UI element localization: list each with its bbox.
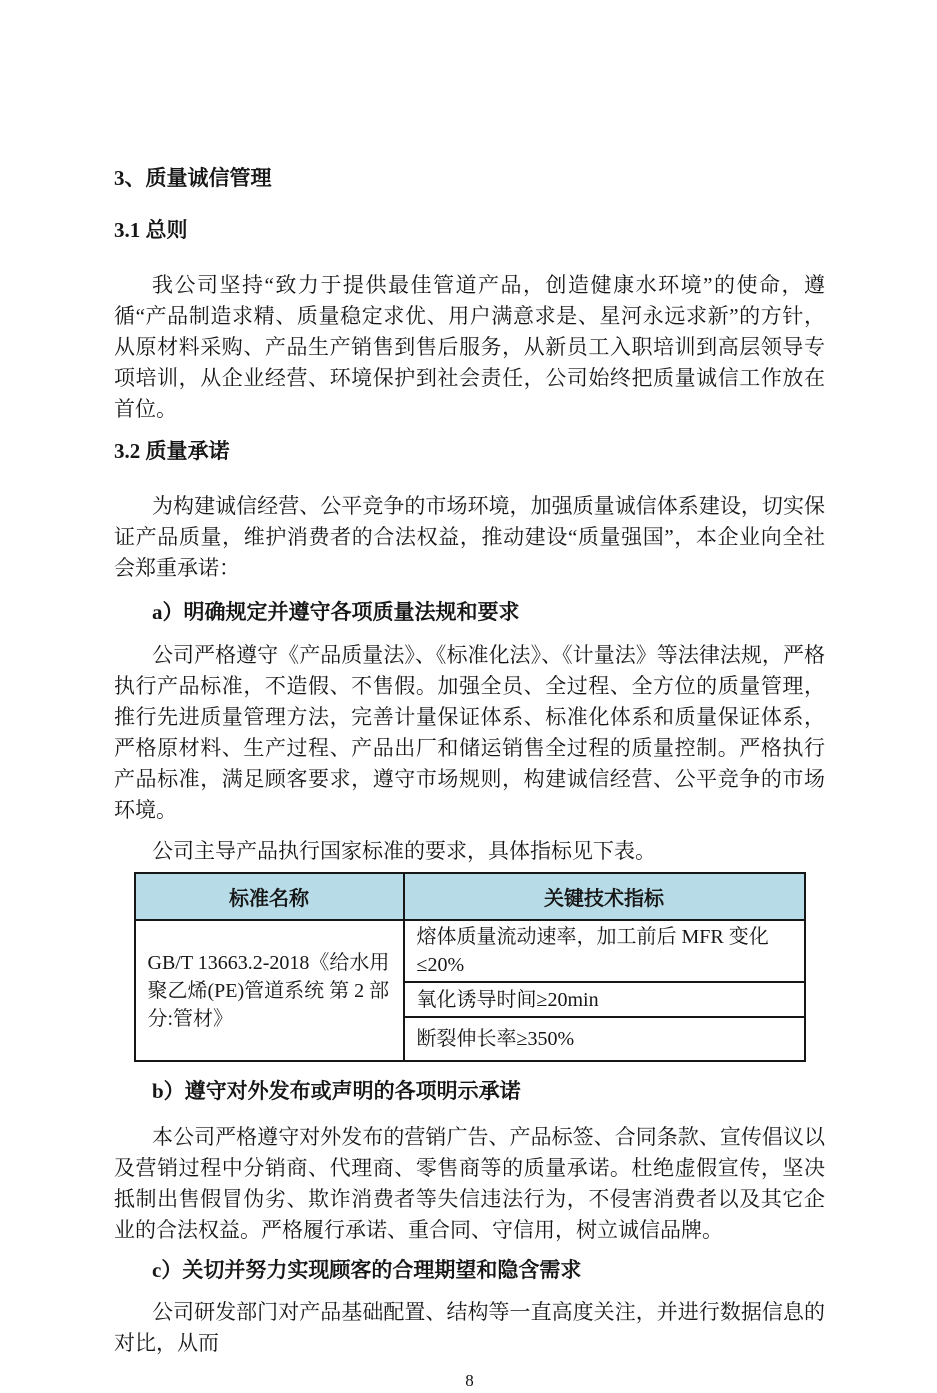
item-c-title: c）关切并努力实现顾客的合理期望和隐含需求	[152, 1258, 582, 1282]
item-c-paragraph: 公司研发部门对产品基础配置、结构等一直高度关注，并进行数据信息的对比，从而	[114, 1300, 825, 1355]
table-header-standard-name: 标准名称	[135, 873, 404, 920]
table-lead-paragraph: 公司主导产品执行国家标准的要求，具体指标见下表。	[152, 839, 656, 863]
item-b-paragraph: 本公司严格遵守对外发布的营销广告、产品标签、合同条款、宣传倡议以及营销过程中分销商、代理商、零售商等的质量承诺。杜绝虚假宣传，坚决抵制出售假冒伪劣、欺诈消费者等失信违法行为，不侵害消费者以及其它企业的合法权益。严格履行承诺、重合同、守信用，树立诚信品牌。	[114, 1125, 825, 1242]
table-row	[135, 920, 805, 982]
table-cell-indicator-mfr: 熔体质量流动速率，加工前后 MFR 变化≤20%	[404, 920, 805, 982]
section-3-2-intro-paragraph: 为构建诚信经营、公平竞争的市场环境，加强质量诚信体系建设，切实保证产品质量，维护消费者的合法权益，推动建设“质量强国”，本企业向全社会郑重承诺：	[114, 494, 825, 580]
standards-table	[134, 872, 806, 1062]
table-header-row	[135, 873, 805, 920]
table-cell-standard-name: GB/T 13663.2-2018《给水用聚乙烯(PE)管道系统 第 2 部分:管材》	[135, 920, 404, 1061]
table-cell-indicator-elongation: 断裂伸长率≥350%	[404, 1017, 805, 1061]
section-3-2-title: 3.2 质量承诺	[114, 439, 230, 463]
chapter-heading: 3、质量诚信管理	[114, 166, 272, 190]
item-b-title: b）遵守对外发布或声明的各项明示承诺	[152, 1079, 521, 1103]
table-cell-indicator-oxidation: 氧化诱导时间≥20min	[404, 982, 805, 1017]
table-header-key-indicators: 关键技术指标	[404, 873, 805, 920]
section-3-1-title: 3.1 总则	[114, 218, 188, 242]
section-3-1-paragraph: 我公司坚持“致力于提供最佳管道产品，创造健康水环境”的使命，遵循“产品制造求精、质量稳定求优、用户满意求是、星河永远求新”的方针，从原材料采购、产品生产销售到售后服务，从新员工入职培训到高层领导专项培训，从企业经营、环境保护到社会责任，公司始终把质量诚信工作放在首位。	[114, 273, 825, 421]
item-a-paragraph: 公司严格遵守《产品质量法》、《标准化法》、《计量法》等法律法规，严格执行产品标准，不造假、不售假。加强全员、全过程、全方位的质量管理，推行先进质量管理方法，完善计量保证体系、标准化体系和质量保证体系，严格原材料、生产过程、产品出厂和储运销售全过程的质量控制。严格执行产品标准，满足顾客要求，遵守市场规则，构建诚信经营、公平竞争的市场环境。	[114, 643, 825, 822]
item-a-title: a）明确规定并遵守各项质量法规和要求	[152, 600, 520, 624]
page-number: 8	[465, 1371, 474, 1390]
